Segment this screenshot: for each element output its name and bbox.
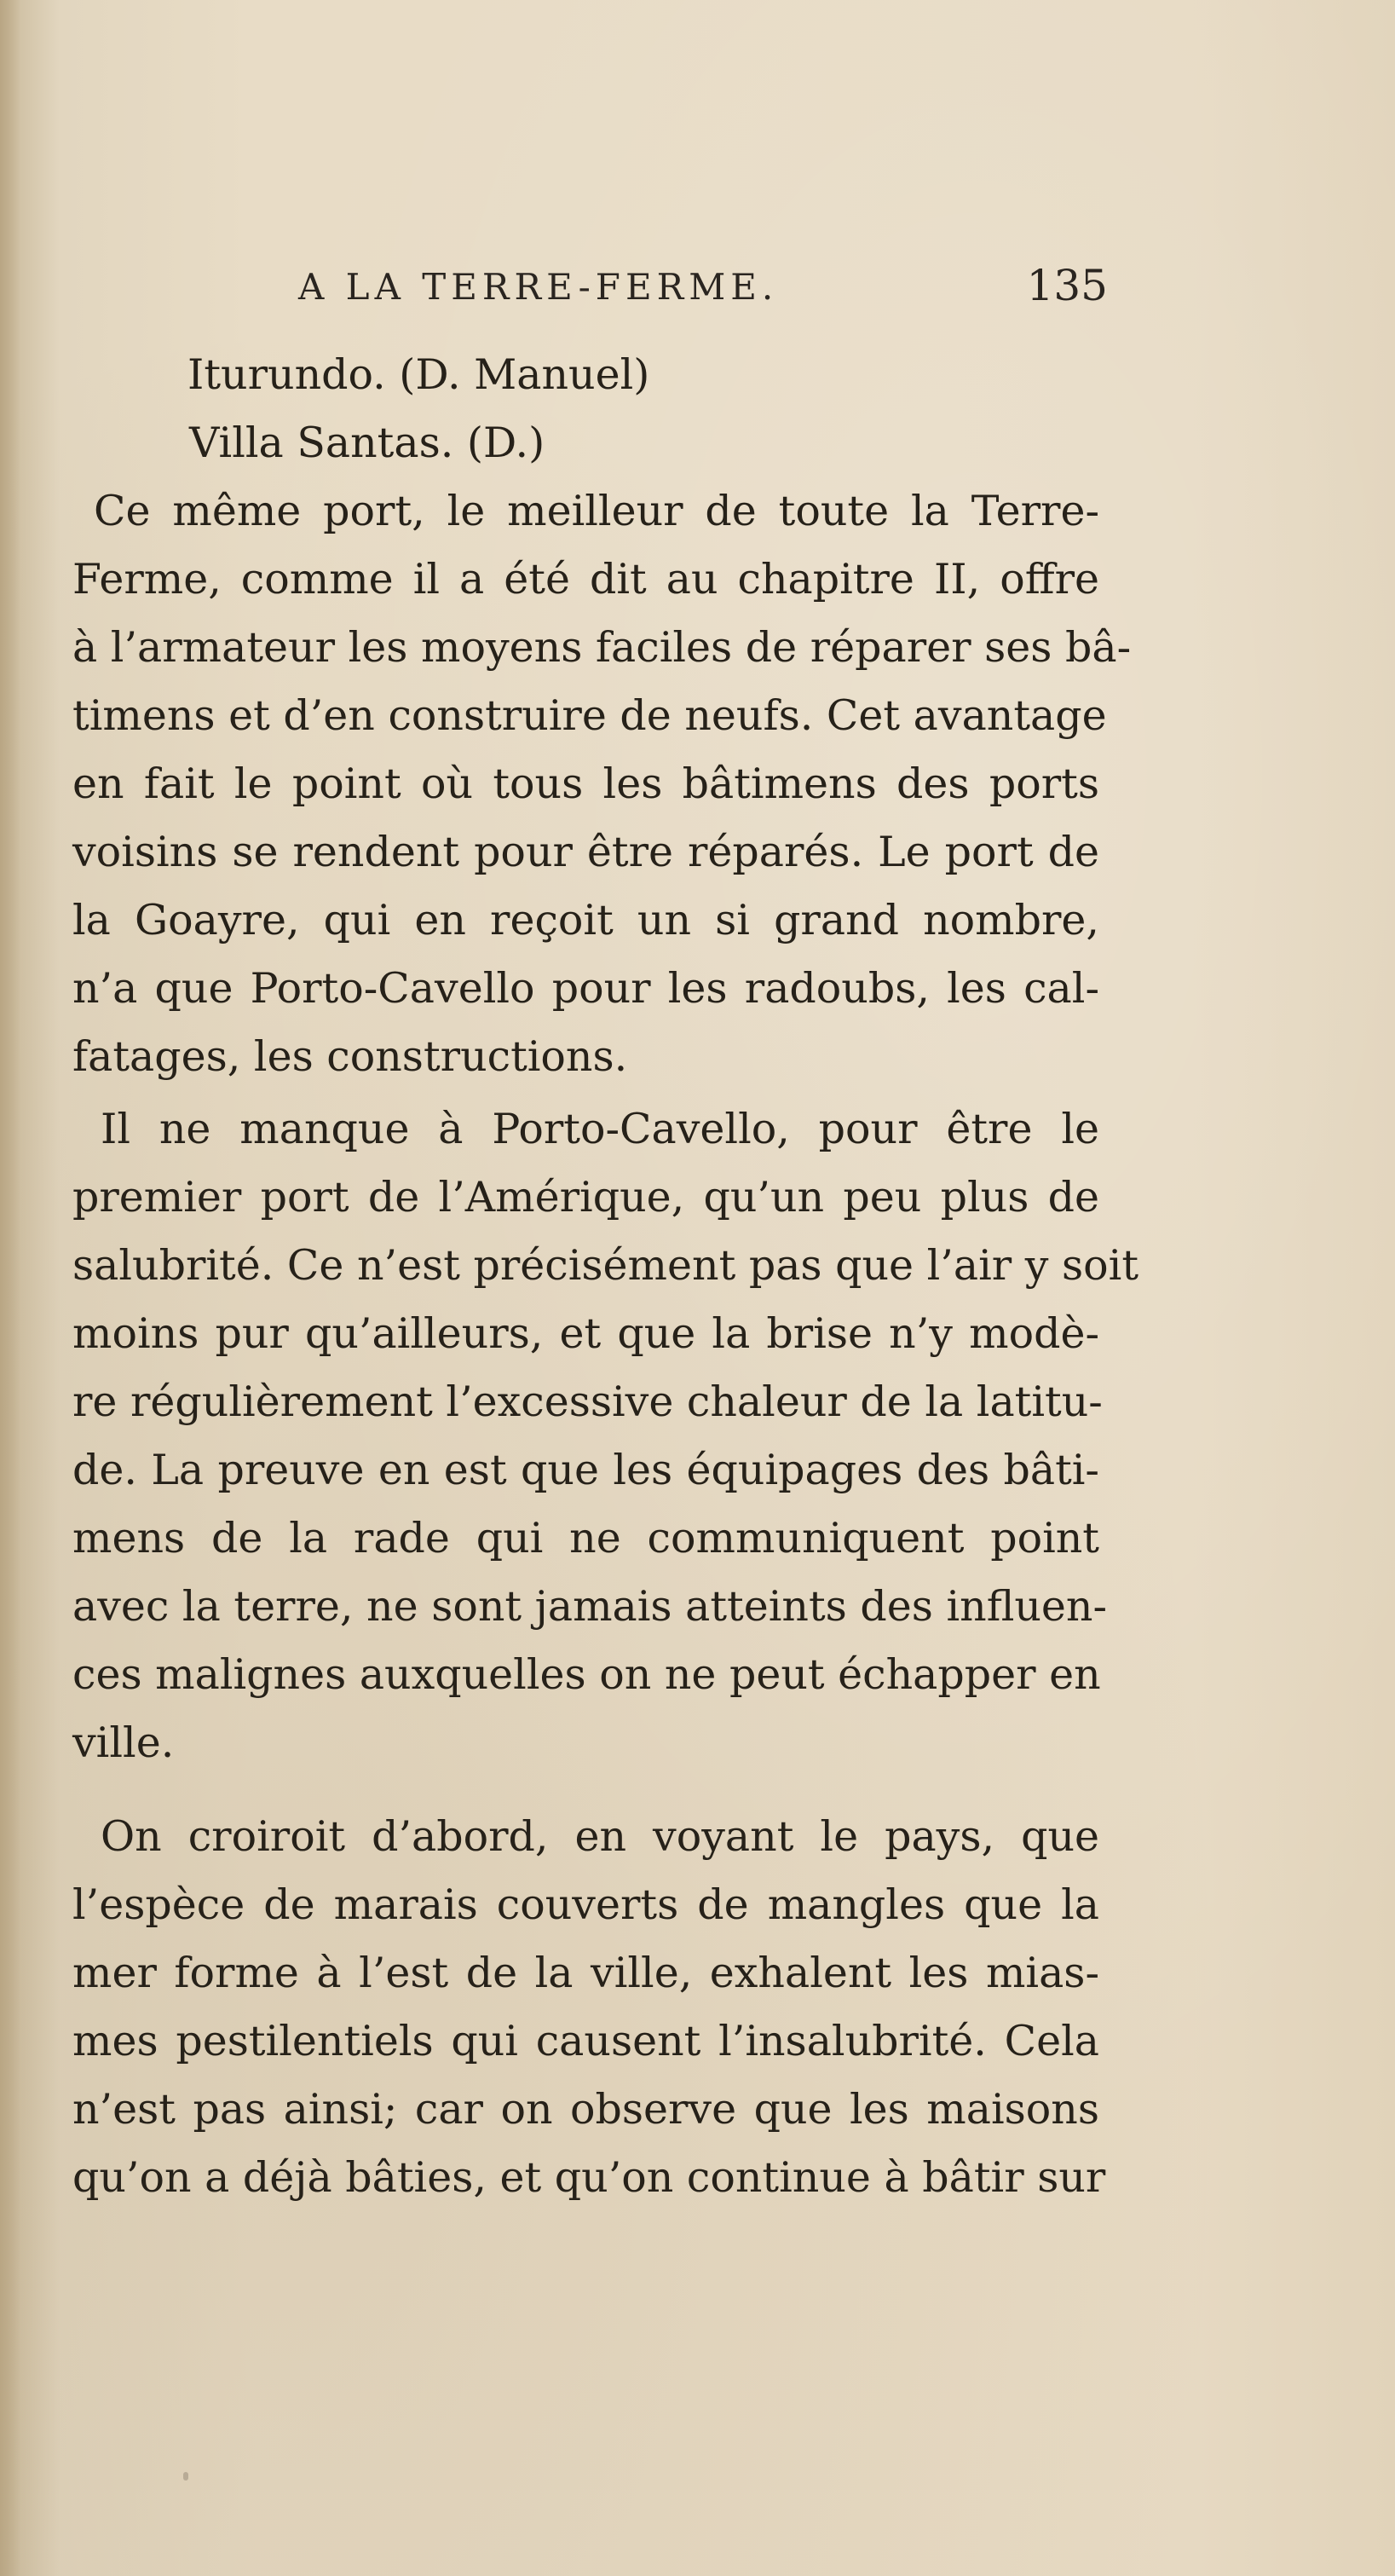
text-line: à l’armateur les moyens faciles de réparer ses bâ- [72,623,1132,672]
text-line: n’a que Porto-Cavello pour les radoubs, les cal- [72,964,1099,1013]
text-line: Ferme, comme il a été dit au chapitre II, offre [72,555,1099,604]
text-line: qu’on a déjà bâties, et qu’on continue à bâtir sur [72,2153,1106,2202]
text-line: l’espèce de marais couverts de mangles que la [72,1880,1099,1929]
paper-blemish [183,2472,188,2481]
running-head: A LA TERRE-FERME. [298,266,779,308]
text-line: voisins se rendent pour être réparés. Le port de [72,828,1099,876]
text-line: moins pur qu’ailleurs, et que la brise n’y modè- [72,1309,1099,1358]
text-line: mer forme à l’est de la ville, exhalent les mias- [72,1949,1099,1997]
text-line: avec la terre, ne sont jamais atteints des influen- [72,1582,1108,1631]
text-line: de. La preuve en est que les équipages des bâti- [72,1446,1099,1494]
text-line: timens et d’en construire de neufs. Cet avantage [72,691,1107,740]
text-line: Iturundo. (D. Manuel) [187,350,650,399]
text-line: Il ne manque à Porto-Cavello, pour être le [101,1105,1099,1153]
text-line: Ce même port, le meilleur de toute la Terre- [94,487,1099,535]
text-line: mens de la rade qui ne communiquent point [72,1514,1099,1562]
page-header [281,261,1108,317]
text-line: salubrité. Ce n’est précisément pas que l’air y soit [72,1241,1139,1290]
text-line: en fait le point où tous les bâtimens des ports [72,760,1099,808]
text-line: premier port de l’Amérique, qu’un peu plus de [72,1173,1099,1222]
text-line: ces malignes auxquelles on ne peut échapper en [72,1650,1101,1699]
text-line: n’est pas ainsi; car on observe que les maisons [72,2085,1099,2134]
page-binding-shadow [0,0,20,2576]
text-line: la Goayre, qui en reçoit un si grand nombre, [72,896,1099,944]
text-line: ville. [72,1718,175,1767]
text-line: mes pestilentiels qui causent l’insalubrité. Cela [72,2017,1099,2065]
text-line: fatages, les constructions. [72,1032,628,1081]
text-line: re régulièrement l’excessive chaleur de la latitu- [72,1378,1103,1426]
page-number: 135 [1026,261,1108,310]
text-line: On croiroit d’abord, en voyant le pays, que [101,1812,1099,1861]
text-line: Villa Santas. (D.) [189,419,545,467]
